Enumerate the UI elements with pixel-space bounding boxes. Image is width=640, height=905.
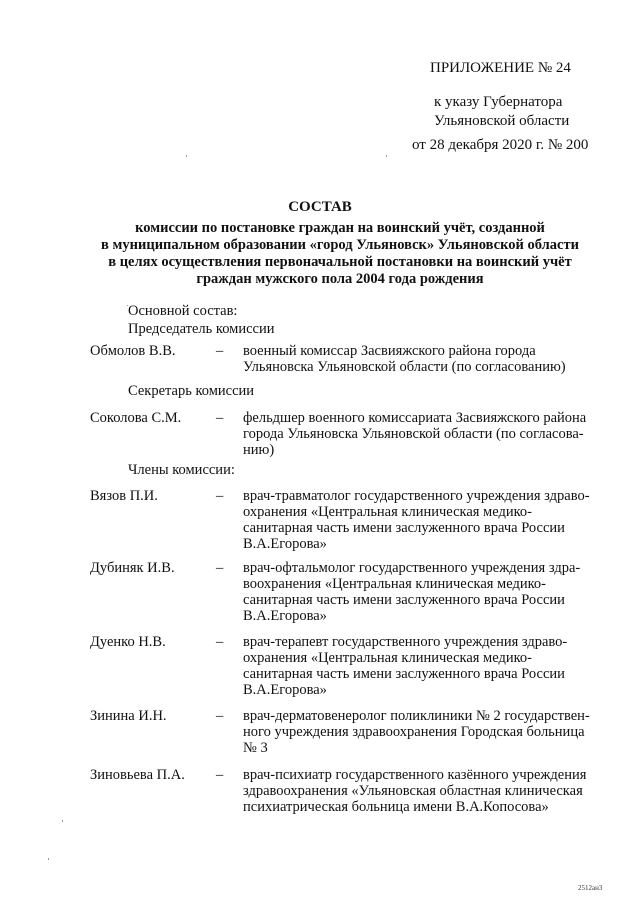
desc-line: психиатрическая больница имени В.А.Копосова»	[243, 799, 549, 815]
desc-line: охранения «Центральная клиническая медико-	[243, 650, 533, 666]
desc-line: санитарная часть имени заслуженного врача России	[243, 666, 565, 682]
member-description	[243, 634, 609, 698]
decree-date: от 28 декабря 2020 г. № 200	[412, 137, 589, 153]
member-dash: –	[216, 410, 224, 426]
member-name: Дуенко Н.В.	[90, 634, 166, 650]
desc-line: нию)	[243, 442, 275, 458]
desc-line: Ульяновска Ульяновской области (по согласованию)	[243, 359, 566, 375]
desc-line: № 3	[243, 740, 268, 756]
decree-line-2: Ульяновской области	[434, 113, 570, 129]
subtitle-line-4: граждан мужского пола 2004 года рождения	[196, 271, 484, 287]
member-description	[243, 488, 609, 552]
member-description	[243, 708, 609, 756]
member-name: Зинина И.Н.	[90, 708, 167, 724]
desc-line: ного учреждения здравоохранения Городская больница	[243, 724, 585, 740]
subtitle-line-2: в муниципальном образовании «город Ульяновск» Ульяновской области	[101, 237, 579, 253]
desc-line: врач-дерматовенеролог поликлиники № 2 государствен-	[243, 708, 590, 724]
section-main: Основной состав:	[128, 303, 238, 319]
desc-line: врач-травматолог государственного учреждения здраво-	[243, 488, 590, 504]
scan-speck	[62, 820, 63, 822]
document-title: СОСТАВ	[288, 199, 352, 215]
desc-line: здравоохранения «Ульяновская областная клиническая	[243, 783, 583, 799]
member-dash: –	[216, 767, 224, 783]
desc-line: воохранения «Центральная клиническая медико-	[243, 576, 546, 592]
desc-line: санитарная часть имени заслуженного врача России	[243, 592, 565, 608]
desc-line: В.А.Егорова»	[243, 682, 327, 698]
scan-speck	[48, 858, 49, 860]
desc-line: врач-офтальмолог государственного учреждения здра-	[243, 560, 581, 576]
section-secretary: Секретарь комиссии	[128, 383, 255, 399]
desc-line: охранения «Центральная клиническая медико-	[243, 504, 533, 520]
desc-line: военный комиссар Засвияжского района города	[243, 343, 536, 359]
desc-line: врач-психиатр государственного казённого учреждения	[243, 767, 587, 783]
scan-speck	[186, 155, 187, 157]
member-dash: –	[216, 634, 224, 650]
decree-line-1: к указу Губернатора	[434, 94, 563, 110]
member-dash: –	[216, 488, 224, 504]
member-name: Обмолов В.В.	[90, 343, 176, 359]
section-chair: Председатель комиссии	[128, 321, 275, 337]
member-dash: –	[216, 560, 224, 576]
subtitle-line-3: в целях осуществления первоначальной постановки на воинский учёт	[108, 254, 572, 270]
appendix-number: ПРИЛОЖЕНИЕ № 24	[430, 60, 571, 76]
member-description	[243, 560, 609, 624]
member-description	[243, 410, 609, 458]
section-members: Члены комиссии:	[128, 462, 235, 478]
footer-code: 2512ан3	[578, 884, 603, 892]
member-description	[243, 767, 609, 815]
member-name: Соколова С.М.	[90, 410, 182, 426]
member-name: Зиновьева П.А.	[90, 767, 185, 783]
desc-line: В.А.Егорова»	[243, 536, 327, 552]
desc-line: города Ульяновска Ульяновской области (по согласова-	[243, 426, 584, 442]
member-dash: –	[216, 708, 224, 724]
member-description	[243, 343, 609, 375]
member-name: Вязов П.И.	[90, 488, 158, 504]
desc-line: фельдшер военного комиссариата Засвияжского района	[243, 410, 587, 426]
member-name: Дубиняк И.В.	[90, 560, 175, 576]
desc-line: санитарная часть имени заслуженного врача России	[243, 520, 565, 536]
desc-line: врач-терапевт государственного учреждения здраво-	[243, 634, 568, 650]
member-dash: –	[216, 343, 224, 359]
subtitle-line-1: комиссии по постановке граждан на воинский учёт, созданной	[135, 220, 545, 236]
desc-line: В.А.Егорова»	[243, 608, 327, 624]
scan-speck	[127, 305, 128, 306]
scan-speck	[386, 155, 387, 157]
